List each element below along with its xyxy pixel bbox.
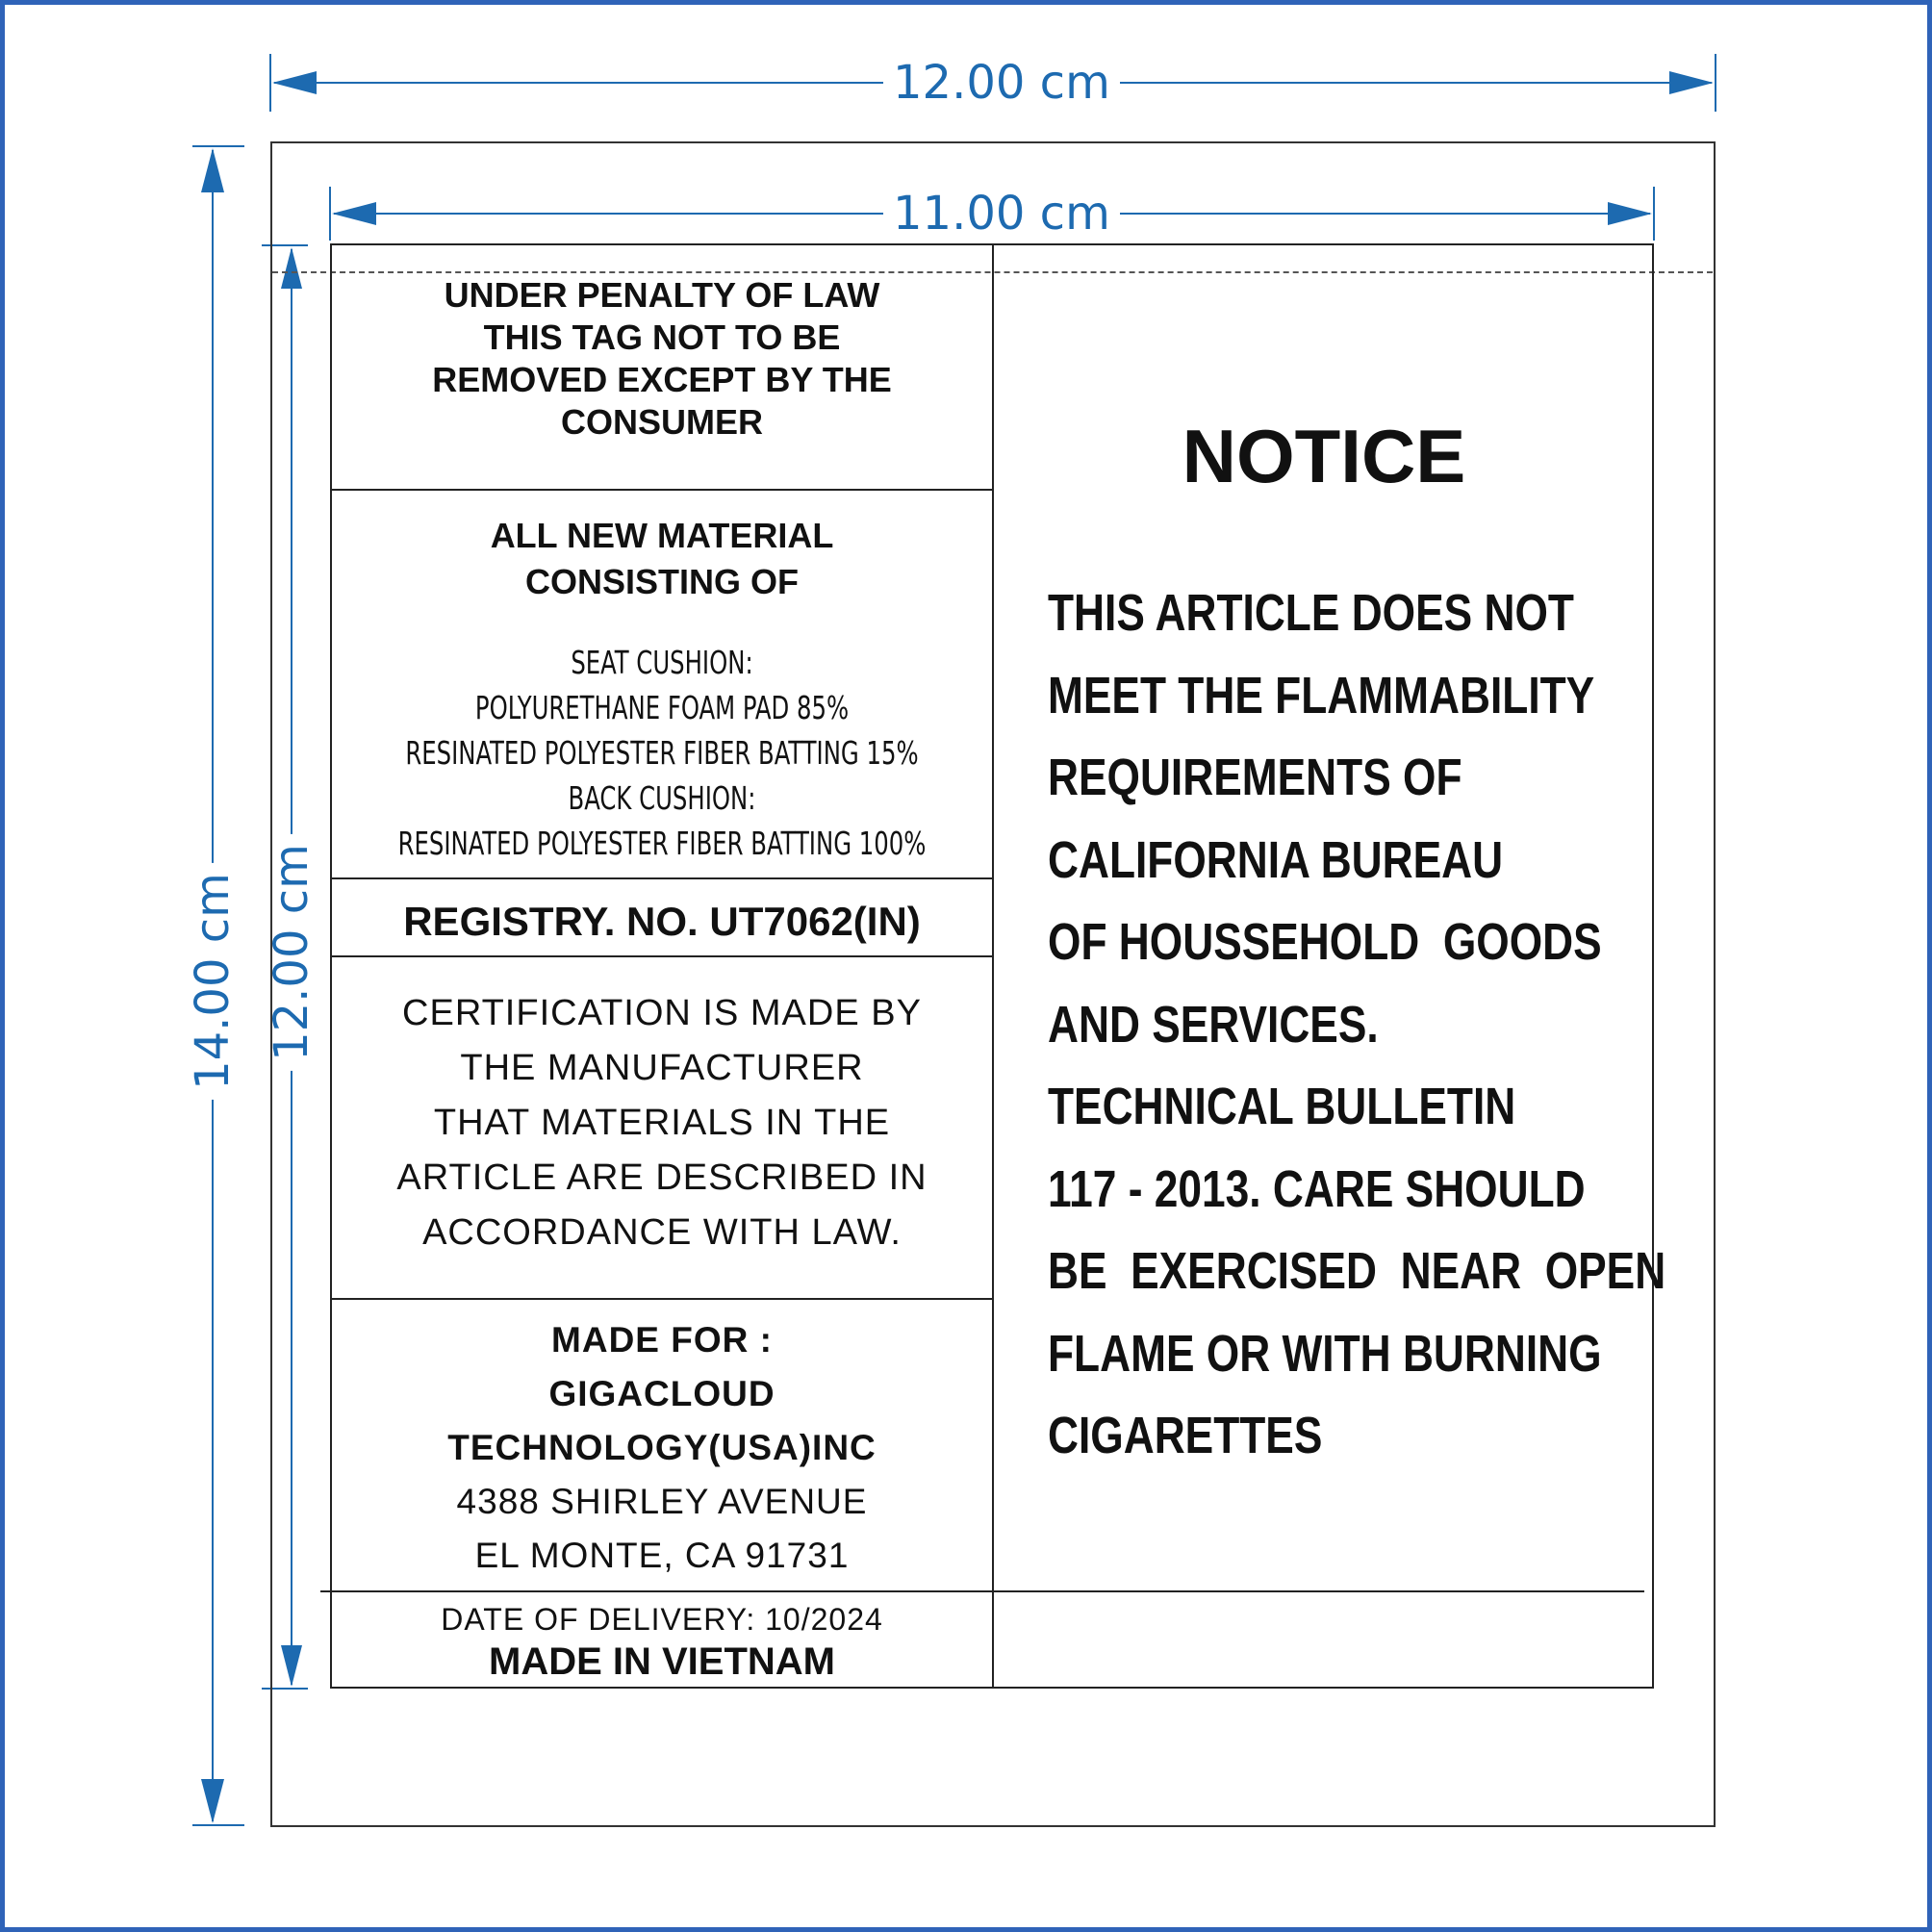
country-of-origin: MADE IN VIETNAM — [489, 1640, 835, 1683]
origin-block — [332, 1600, 992, 1685]
inner-height-label: 12.00 cm — [268, 834, 315, 1071]
material-line: RESINATED POLYESTER FIBER BATTING 15% — [405, 734, 919, 772]
inner-width-label: 11.00 cm — [883, 191, 1120, 237]
law-label — [330, 243, 1666, 1689]
material-list — [392, 640, 933, 866]
notice-body: THIS ARTICLE DOES NOT MEET THE FLAMMABILITY REQUIREMENTS OF CALIFORNIA BUREAU OF HOUSSEHOLD GOODS AND SERVICES. TECHNICAL BULLETIN 117 - 2013. CARE SHOULD BE EXERCISED NEAR OPEN FLAME OR WITH BURNING CIGARETTES — [1048, 584, 1666, 1464]
registry-number: REGISTRY. NO. UT7062(IN) — [403, 899, 921, 944]
notice-title: NOTICE — [1182, 414, 1466, 498]
made-for-label: MADE FOR : — [551, 1320, 773, 1360]
material-line: SEAT CUSHION: — [571, 644, 753, 681]
divider-material — [332, 877, 992, 879]
divider-registry — [332, 955, 992, 957]
material-line: RESINATED POLYESTER FIBER BATTING 100% — [397, 825, 927, 862]
certification-text: CERTIFICATION IS MADE BY THE MANUFACTURER THAT MATERIALS IN THE ARTICLE ARE DESCRIBED IN ACCORDANCE WITH LAW. — [396, 993, 928, 1253]
material-line: BACK CUSHION: — [568, 779, 756, 817]
penalty-notice: UNDER PENALTY OF LAW THIS TAG NOT TO BE REMOVED EXCEPT BY THE CONSUMER — [432, 275, 892, 442]
made-for-block — [332, 1313, 992, 1583]
material-line: POLYURETHANE FOAM PAD 85% — [474, 689, 850, 726]
outer-height-label: 14.00 cm — [190, 863, 236, 1100]
company-name: TECHNOLOGY(USA)INC — [447, 1428, 877, 1467]
divider-bottom — [320, 1590, 1644, 1592]
address-line: 4388 SHIRLEY AVENUE — [456, 1482, 868, 1521]
material-heading: ALL NEW MATERIAL CONSISTING OF — [490, 516, 834, 601]
divider-penalty — [332, 489, 992, 491]
divider-certification — [332, 1298, 992, 1300]
outer-width-label: 12.00 cm — [883, 60, 1120, 106]
address-line: EL MONTE, CA 91731 — [474, 1536, 850, 1575]
delivery-date: DATE OF DELIVERY: 10/2024 — [441, 1602, 883, 1637]
company-name: GIGACLOUD — [548, 1374, 775, 1413]
